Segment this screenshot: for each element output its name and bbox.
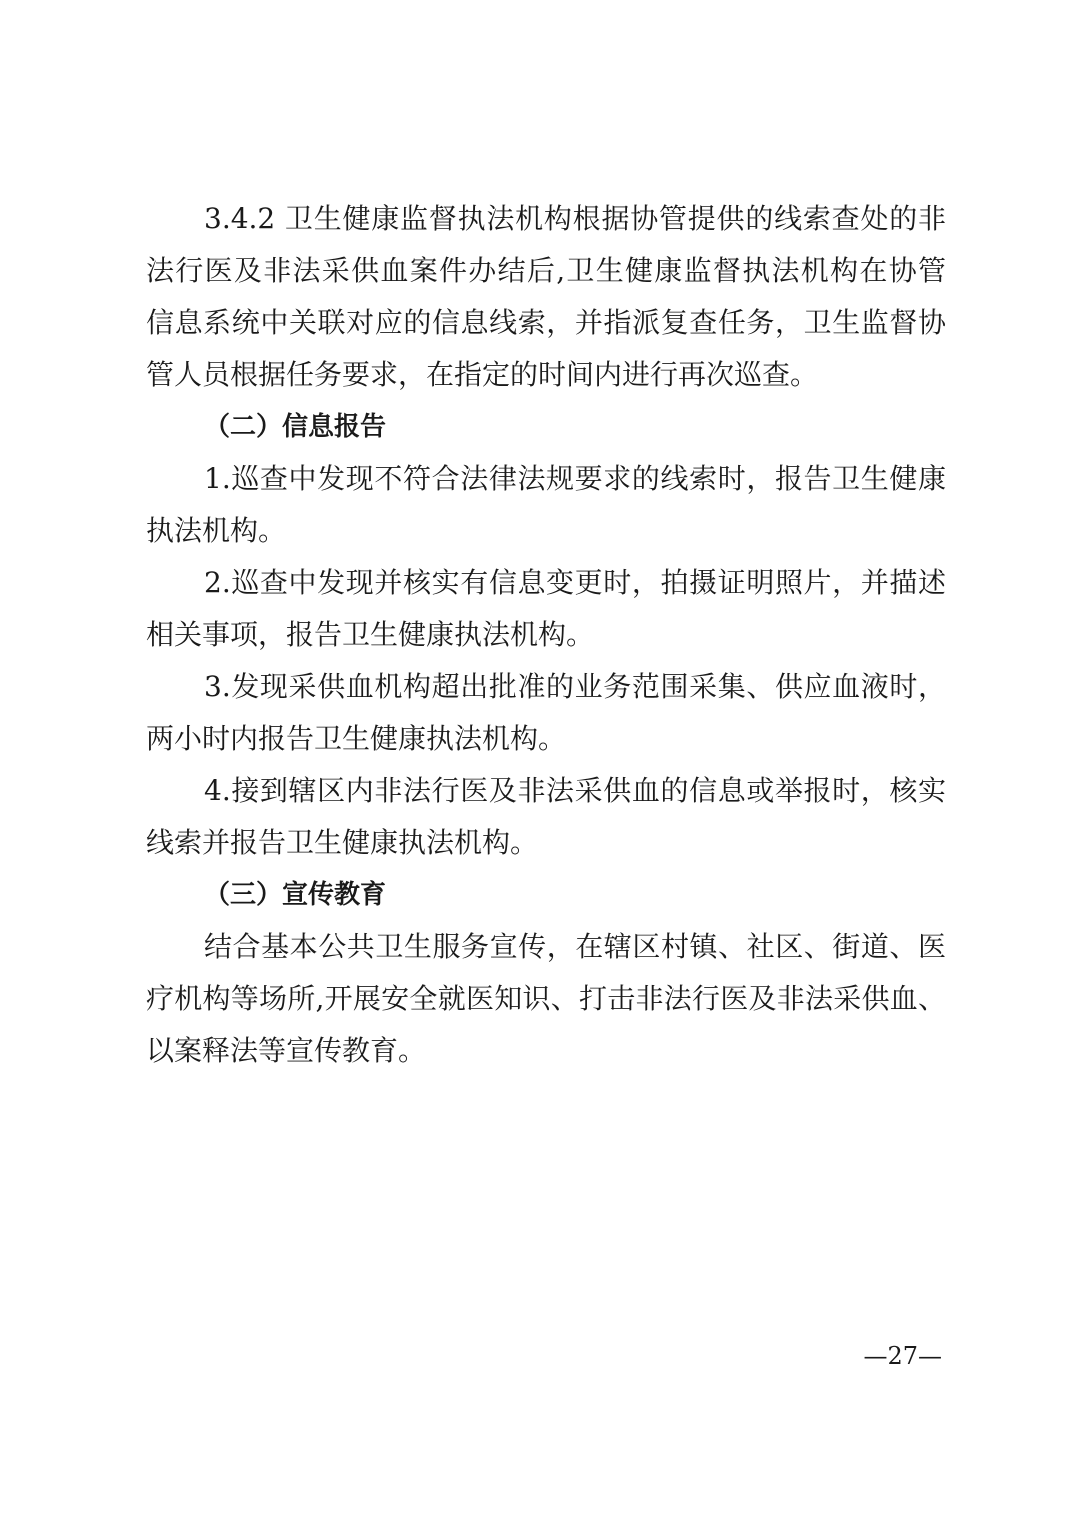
paragraph-line: 4.接到辖区内非法行医及非法采供血的信息或举报时，核实 <box>204 774 946 807</box>
paragraph-line: 1.巡查中发现不符合法律法规要求的线索时，报告卫生健康 <box>204 462 946 495</box>
section-heading-information-report: （二）信息报告 <box>204 412 387 442</box>
paragraph-line: 两小时内报告卫生健康执法机构。 <box>146 722 567 755</box>
paragraph-line: 疗机构等场所,开展安全就医知识、打击非法行医及非法采供血、 <box>146 982 946 1015</box>
section-heading-publicity-education: （三）宣传教育 <box>204 880 387 910</box>
paragraph-line: 2.巡查中发现并核实有信息变更时，拍摄证明照片，并描述 <box>204 566 946 599</box>
paragraph-line: 法行医及非法采供血案件办结后,卫生健康监督执法机构在协管 <box>146 254 946 287</box>
paragraph-line: 3.发现采供血机构超出批准的业务范围采集、供应血液时， <box>204 670 946 703</box>
document-body <box>146 193 946 1077</box>
page-number: —27— <box>863 1342 942 1370</box>
paragraph-line: 3.4.2 卫生健康监督执法机构根据协管提供的线索查处的非 <box>204 202 946 235</box>
paragraph-line: 以案释法等宣传教育。 <box>146 1034 427 1067</box>
paragraph-line: 线索并报告卫生健康执法机构。 <box>146 826 539 859</box>
paragraph-line: 相关事项，报告卫生健康执法机构。 <box>146 618 595 651</box>
paragraph-line: 管人员根据任务要求，在指定的时间内进行再次巡查。 <box>146 358 819 391</box>
paragraph-line: 结合基本公共卫生服务宣传，在辖区村镇、社区、街道、医 <box>204 930 946 963</box>
paragraph-line: 执法机构。 <box>146 514 287 547</box>
paragraph-line: 信息系统中关联对应的信息线索，并指派复查任务，卫生监督协 <box>146 306 946 339</box>
